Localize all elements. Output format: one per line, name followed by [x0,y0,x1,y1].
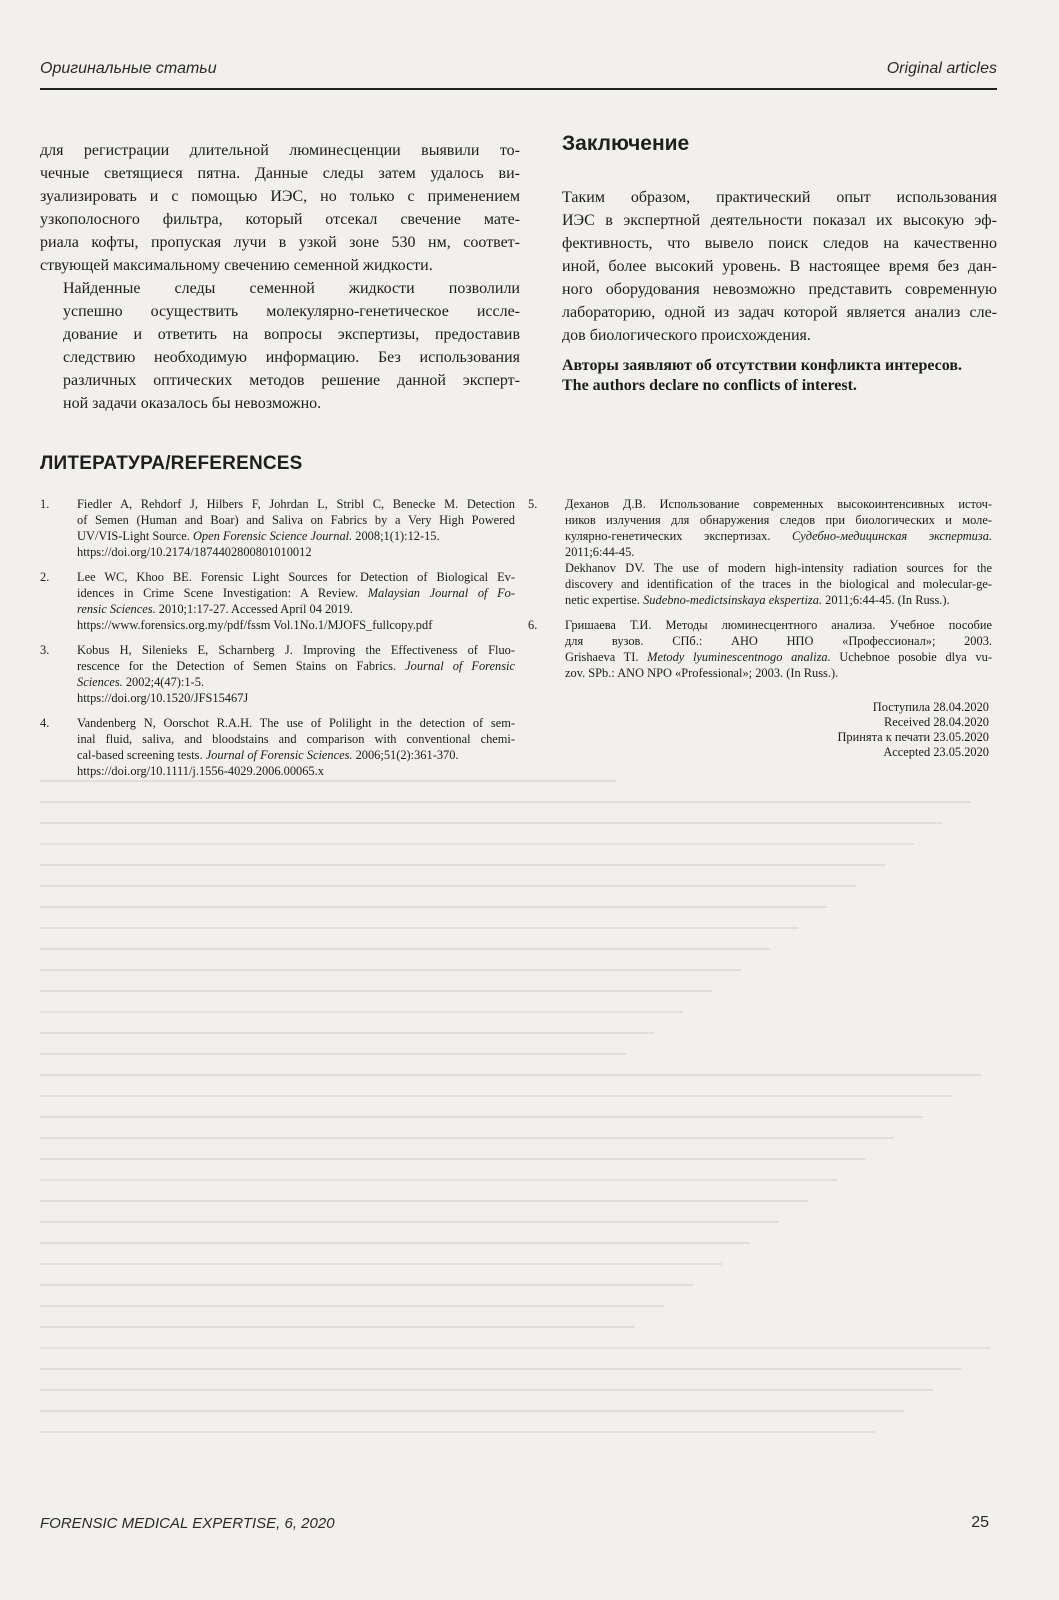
text-line: дование и ответить на вопросы экспертизы, предоставив [63,326,520,343]
bleed-line [40,1095,952,1097]
reference-line: UV/VIS-Light Source. Open Forensic Science Journal. 2008;1(1):12-15. [77,529,440,543]
reference-line: rescence for the Detection of Semen Stains on Fabrics. Journal of Forensic [77,659,515,673]
text-line: риала кофты, пропуская лучи в узкой зоне 530 нм, соответ- [40,234,520,251]
left-column-text [40,139,520,415]
bleed-line [40,1410,904,1412]
conclusion-text [539,186,997,347]
bleed-line [40,1200,808,1202]
reference-number: 4. [40,716,50,730]
bleed-line [40,1347,990,1349]
reference-line: Dekhanov DV. The use of modern high-intensity radiation sources for the [565,561,992,575]
bleed-line [40,864,885,866]
reference-number: 6. [528,618,538,632]
reference-line: of Semen (Human and Boar) and Saliva on Fabrics by a Very High Powered [77,513,515,527]
bleed-line [40,1305,664,1307]
text-line: лабораторию, одной из задач которой является анализ сле- [562,304,997,321]
bleed-line [40,843,914,845]
text-line: для регистрации длительной люминесценции выявили то- [40,142,520,159]
bleed-line [40,1179,837,1181]
reference-text [565,617,992,681]
text-line: успешно осуществить молекулярно-генетическое иссле- [63,303,520,320]
reference-number: 1. [40,497,50,511]
date-accepted-en: Accepted 23.05.2020 [883,745,989,759]
running-header-ru: Оригинальные статьи [40,60,217,77]
date-received-ru: Поступила 28.04.2020 [872,700,989,714]
reference-line: https://doi.org/10.1111/j.1556-4029.2006.00065.x [77,764,324,778]
journal-footer: FORENSIC MEDICAL EXPERTISE, 6, 2020 [40,1515,335,1532]
reference-line: https://doi.org/10.1520/JFS15467J [77,691,249,705]
bleed-line [40,1074,981,1076]
bleed-line [40,948,770,950]
text-line: ИЭС в экспертной деятельности показал их высокую эф- [562,212,997,229]
bleed-line [40,1053,626,1055]
bleed-line [40,1368,962,1370]
reference-line: для вузов. СПб.: АНО НПО «Профессионал»; 2003. [565,634,992,648]
text-line: узкополосного фильтра, который отсекал свечение мате- [40,211,520,228]
text-line: Найденные следы семенной жидкости позволили [63,280,520,297]
reference-text [77,496,515,560]
reference-text [565,496,992,608]
conclusion-heading: Заключение [562,132,690,155]
bleed-line [40,1158,866,1160]
reference-line: 2011;6:44-45. [565,545,635,559]
reference-line: Fiedler A, Rehdorf J, Hilbers F, Johrdan L, Stribl C, Benecke M. Detection [77,497,515,511]
reference-text [77,569,515,633]
reference-item [40,496,515,560]
reference-line: кулярно-генетических экспертизах. Судебно-медицинская экспертиза. [565,529,992,543]
reference-text [77,642,515,706]
reference-item [528,496,992,608]
conflict-of-interest [562,356,992,396]
bleed-line [40,927,798,929]
reference-line: zov. SPb.: ANO NPO «Professional»; 2003. (In Russ.). [565,666,839,680]
reference-item [528,617,992,681]
reference-line: Vandenberg N, Oorschot R.A.H. The use of Polilight in the detection of sem- [77,716,515,730]
date-received-en: Received 28.04.2020 [884,715,989,729]
text-line: следствию необходимую информацию. Без использования [63,349,520,366]
running-header-en: Original articles [886,60,997,77]
reference-line: Sciences. 2002;4(47):1-5. [77,675,204,689]
reference-line: cal-based screening tests. Journal of Forensic Sciences. 2006;51(2):361-370. [77,748,459,762]
bleed-line [40,1326,635,1328]
text-line: фективность, что вывело поиск следов на качественно [562,235,997,252]
text-line: различных оптических методов решение данной эксперт- [63,372,520,389]
text-line: иной, более высокий уровень. В настоящее время без дан- [562,258,997,275]
bleed-line [40,1221,779,1223]
bleed-line [40,990,712,992]
reference-number: 5. [528,497,538,511]
bleed-line [40,801,971,803]
text-line: Таким образом, практический опыт использования [562,189,997,206]
reference-line: netic expertise. Sudebno-medictsinskaya ekspertiza. 2011;6:44-45. (In Russ.). [565,593,950,607]
reference-text [77,715,515,779]
reference-line: Kobus H, Silenieks E, Scharnberg J. Improving the Effectiveness of Fluo- [77,643,515,657]
bleed-through-decoration [40,780,1000,1460]
reference-line: https://doi.org/10.2174/1874402800801010012 [77,545,312,559]
submission-dates [837,700,989,760]
bleed-line [40,822,942,824]
coi-ru: Авторы заявляют об отсутствии конфликта интересов. [562,357,962,374]
reference-line: https://www.forensics.org.my/pdf/fssm Vol.1No.1/MJOFS_fullcopy.pdf [77,618,433,632]
bleed-line [40,1032,654,1034]
text-line: дов биологического происхождения. [562,327,811,344]
reference-line: ников излучения для обнаружения следов при биологических и моле- [565,513,992,527]
paragraph [40,139,520,277]
paragraph [40,277,520,415]
paragraph [539,186,997,347]
text-line: ствующей максимальному свечению семенной жидкости. [40,257,433,274]
reference-item [40,715,515,779]
references-list-left [40,496,515,788]
text-line: ной задачи оказалось бы невозможно. [63,395,322,412]
reference-line: Lee WC, Khoo BE. Forensic Light Sources for Detection of Biological Ev- [77,570,515,584]
text-line: ного оборудования невозможно представить современную [562,281,997,298]
reference-line: rensic Sciences. 2010;1:17-27. Accessed April 04 2019. [77,602,353,616]
reference-line: Деханов Д.В. Использование современных высокоинтенсивных источ- [565,497,992,511]
bleed-line [40,1431,875,1433]
page-number: 25 [971,1514,989,1531]
reference-item [40,642,515,706]
reference-line: inal fluid, saliva, and bloodstains and comparison with conventional chemi- [77,732,515,746]
date-accepted-ru: Принята к печати 23.05.2020 [837,730,989,744]
bleed-line [40,906,827,908]
bleed-line [40,1137,894,1139]
header-rule [40,88,997,90]
bleed-line [40,1116,923,1118]
reference-number: 2. [40,570,50,584]
bleed-line [40,885,856,887]
bleed-line [40,1389,933,1391]
text-line: зуализировать и с помощью ИЭС, но только с применением [40,188,520,205]
references-list-right [528,496,992,690]
reference-item [40,569,515,633]
reference-line: Grishaeva TI. Metody lyuminescentnogo analiza. Uchebnoe posobie dlya vu- [565,650,992,664]
reference-line: Гришаева Т.И. Методы люминесцентного анализа. Учебное пособие [565,618,992,632]
bleed-line [40,1242,750,1244]
bleed-line [40,1284,693,1286]
reference-number: 3. [40,643,50,657]
coi-en: The authors declare no conflicts of interest. [562,377,857,394]
bleed-line [40,969,741,971]
text-line: чечные светящиеся пятна. Данные следы затем удалось ви- [40,165,520,182]
reference-line: discovery and identification of the traces in the biological and molecular-ge- [565,577,992,591]
references-heading: ЛИТЕРАТУРА/REFERENCES [40,453,303,474]
bleed-line [40,1263,722,1265]
reference-line: idences in Crime Scene Investigation: A Review. Malaysian Journal of Fo- [77,586,515,600]
bleed-line [40,1011,683,1013]
